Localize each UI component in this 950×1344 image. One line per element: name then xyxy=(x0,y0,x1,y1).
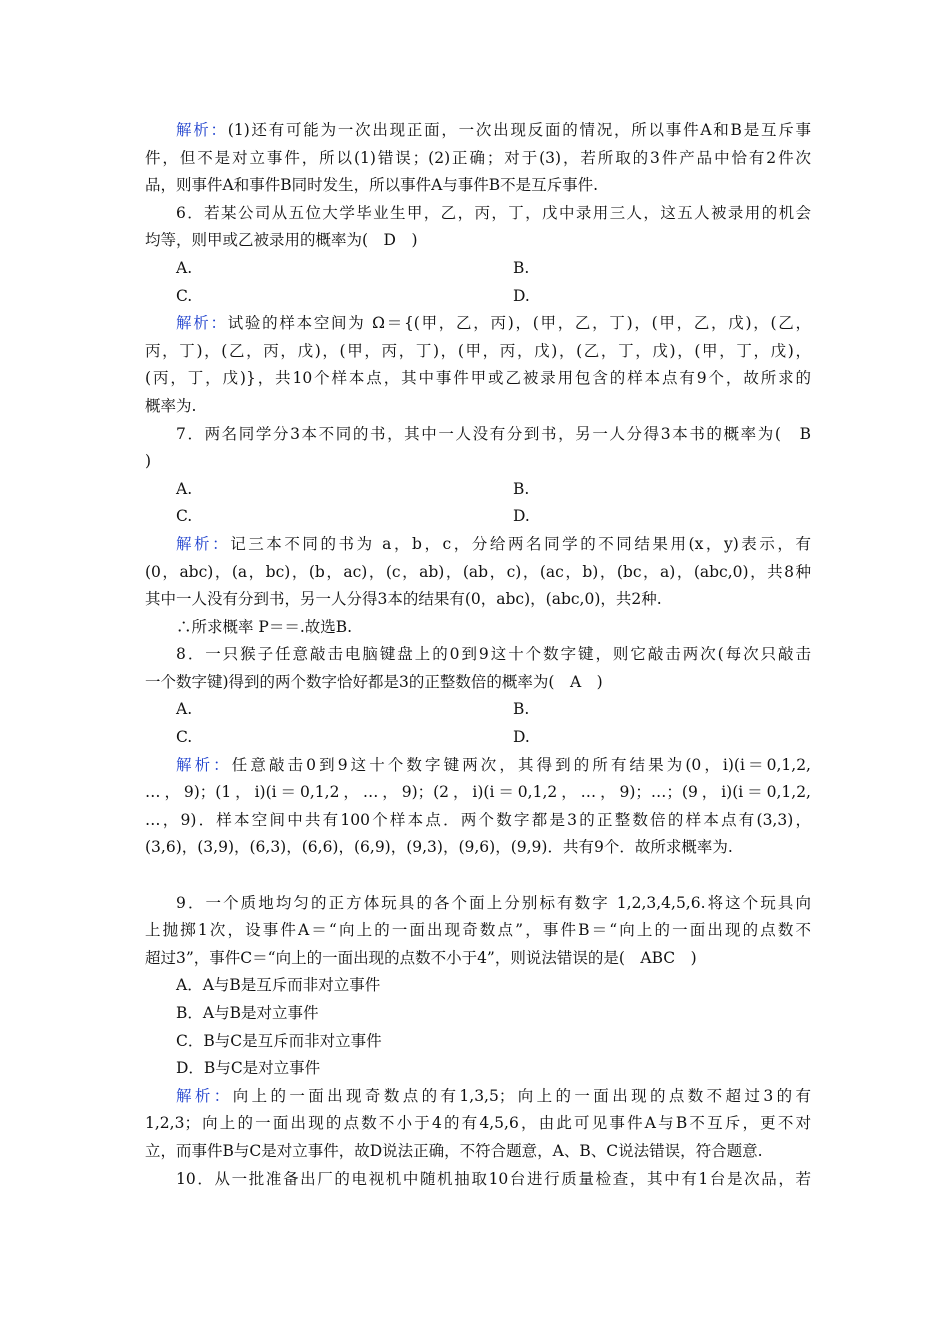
q9-analysis-line-2: 1,2,3；向上的一面出现的点数不小于4的有4,5,6，由此可见事件A与B不互斥，更不对 xyxy=(145,1114,811,1133)
q8-option-c: C. xyxy=(176,728,193,747)
q6-analysis-line-2: 丙，丁)，(乙，丙，戊)，(甲，丙，丁)，(甲，丙，戊)，(乙，丁，戊)，(甲，丁，戊)， xyxy=(145,341,811,360)
q9-stem-line-2: 上抛掷1次，设事件A＝“向上的一面出现奇数点”，事件B＝“向上的一面出现的点数不 xyxy=(145,921,811,940)
q9-analysis-line-3: 立，而事件B与C是对立事件，故D说法正确，不符合题意，A、B、C说法错误，符合题意. xyxy=(145,1141,763,1160)
analysis-label: 解析： xyxy=(176,121,228,139)
q7-options-row-2 xyxy=(145,503,811,531)
q8-option-d: D. xyxy=(513,728,530,747)
q7-stem-line-2: ) xyxy=(145,452,152,471)
q9-option-b: B．A与B是对立事件 xyxy=(176,1004,319,1022)
q7-option-d: D. xyxy=(513,507,530,526)
q8-option-a: A. xyxy=(176,700,193,719)
q6-stem-line-1: 6．若某公司从五位大学毕业生甲，乙，丙，丁，戊中录用三人，这五人被录用的机会 xyxy=(176,203,811,222)
q6-options-row-2 xyxy=(145,283,811,311)
q6-analysis-line-4: 概率为. xyxy=(145,396,197,415)
q6-option-c: C. xyxy=(176,286,193,305)
q6-stem-line-2: 均等，则甲或乙被录用的概率为( D ) xyxy=(145,231,418,250)
q7-options-row-1 xyxy=(145,476,811,504)
q6-option-b: B. xyxy=(513,258,530,277)
q6-analysis-line-3: (丙，丁，戊)}，共10个样本点，其中事件甲或乙被录用包含的样本点有9个，故所求的 xyxy=(145,369,811,388)
q7-option-c: C. xyxy=(176,507,193,526)
q8-analysis-line-3: …，9)．样本空间中共有100个样本点．两个数字都是3的正整数倍的样本点有(3,3)， xyxy=(145,810,811,829)
q8-stem-line-2: 一个数字键)得到的两个数字恰好都是3的正整数倍的概率为( A ) xyxy=(145,672,603,691)
q5-analysis-line-1: 解析：(1)还有可能为一次出现正面，一次出现反面的情况，所以事件A和B是互斥事 xyxy=(176,121,811,139)
q8-option-b: B. xyxy=(513,700,530,719)
q8-options-row-2 xyxy=(145,724,811,752)
q9-analysis-line-1: 解析：向上的一面出现奇数点的有1,3,5；向上的一面出现的点数不超过3的有 xyxy=(176,1086,811,1105)
q8-stem-line-1: 8．一只猴子任意敲击电脑键盘上的0到9这十个数字键，则它敲击两次(每次只敲击 xyxy=(176,645,811,664)
q7-option-b: B. xyxy=(513,479,530,498)
q9-option-d: D．B与C是对立事件 xyxy=(176,1059,321,1078)
q9-option-c: C．B与C是互斥而非对立事件 xyxy=(176,1031,382,1050)
q6-analysis-line-1: 解析：试验的样本空间为 Ω＝{(甲，乙，丙)，(甲，乙，丁)，(甲，乙，戊)，(乙， xyxy=(176,314,811,333)
q9-stem-line-1: 9．一个质地均匀的正方体玩具的各个面上分别标有数字 1,2,3,4,5,6.将这个玩具向 xyxy=(176,893,811,912)
q10-stem-line-1: 10．从一批准备出厂的电视机中随机抽取10台进行质量检查，其中有1台是次品，若 xyxy=(176,1169,811,1188)
q7-option-a: A. xyxy=(176,479,193,498)
q8-analysis-line-2: …，9)；(1，i)(i＝0,1,2，…，9)；(2，i)(i＝0,1,2，…，9)；…；(9，i)(i＝0,1,2, xyxy=(145,783,811,802)
analysis-label: 解析： xyxy=(176,755,232,774)
q7-analysis-line-3: 其中一人没有分到书，另一人分得3本的结果有(0，abc)，(abc,0)，共2种. xyxy=(145,590,662,609)
section-gap xyxy=(145,862,811,890)
q5-analysis-line-3: 品，则事件A和事件B同时发生，所以事件A与事件B不是互斥事件. xyxy=(145,176,599,195)
q7-stem-line-1: 7．两名同学分3本不同的书，其中一人没有分到书，另一人分得3本书的概率为( B xyxy=(176,424,811,443)
q7-analysis-line-2: (0，abc)，(a，bc)，(b，ac)，(c，ab)，(ab，c)，(ac，b)，(bc，a)，(abc,0)，共8种 xyxy=(145,562,811,581)
analysis-label: 解析： xyxy=(176,314,228,333)
q6-options-row-1 xyxy=(145,255,811,283)
q6-option-d: D. xyxy=(513,286,530,305)
analysis-label: 解析： xyxy=(176,534,231,553)
q9-option-a: A．A与B是互斥而非对立事件 xyxy=(176,976,381,995)
q8-analysis-line-1: 解析：任意敲击0到9这十个数字键两次，其得到的所有结果为(0，i)(i＝0,1,2, xyxy=(176,755,811,774)
analysis-label: 解析： xyxy=(176,1086,233,1105)
q7-analysis-line-1: 解析：记三本不同的书为 a，b，c，分给两名同学的不同结果用(x，y)表示，有 xyxy=(176,534,811,553)
q7-analysis-line-4: ∴所求概率 P＝＝.故选B. xyxy=(176,617,353,636)
q6-option-a: A. xyxy=(176,258,193,277)
document-content xyxy=(145,117,811,1193)
q9-stem-line-3: 超过3”，事件C＝“向上的一面出现的点数不小于4”，则说法错误的是( ABC ) xyxy=(145,948,697,967)
q8-options-row-1 xyxy=(145,696,811,724)
q5-analysis-line-2: 件，但不是对立事件，所以(1)错误；(2)正确；对于(3)，若所取的3件产品中恰有2件次 xyxy=(145,148,811,167)
q8-analysis-line-4: (3,6)，(3,9)，(6,3)，(6,6)，(6,9)，(9,3)，(9,6)，(9,9)．共有9个．故所求概率为. xyxy=(145,838,733,857)
